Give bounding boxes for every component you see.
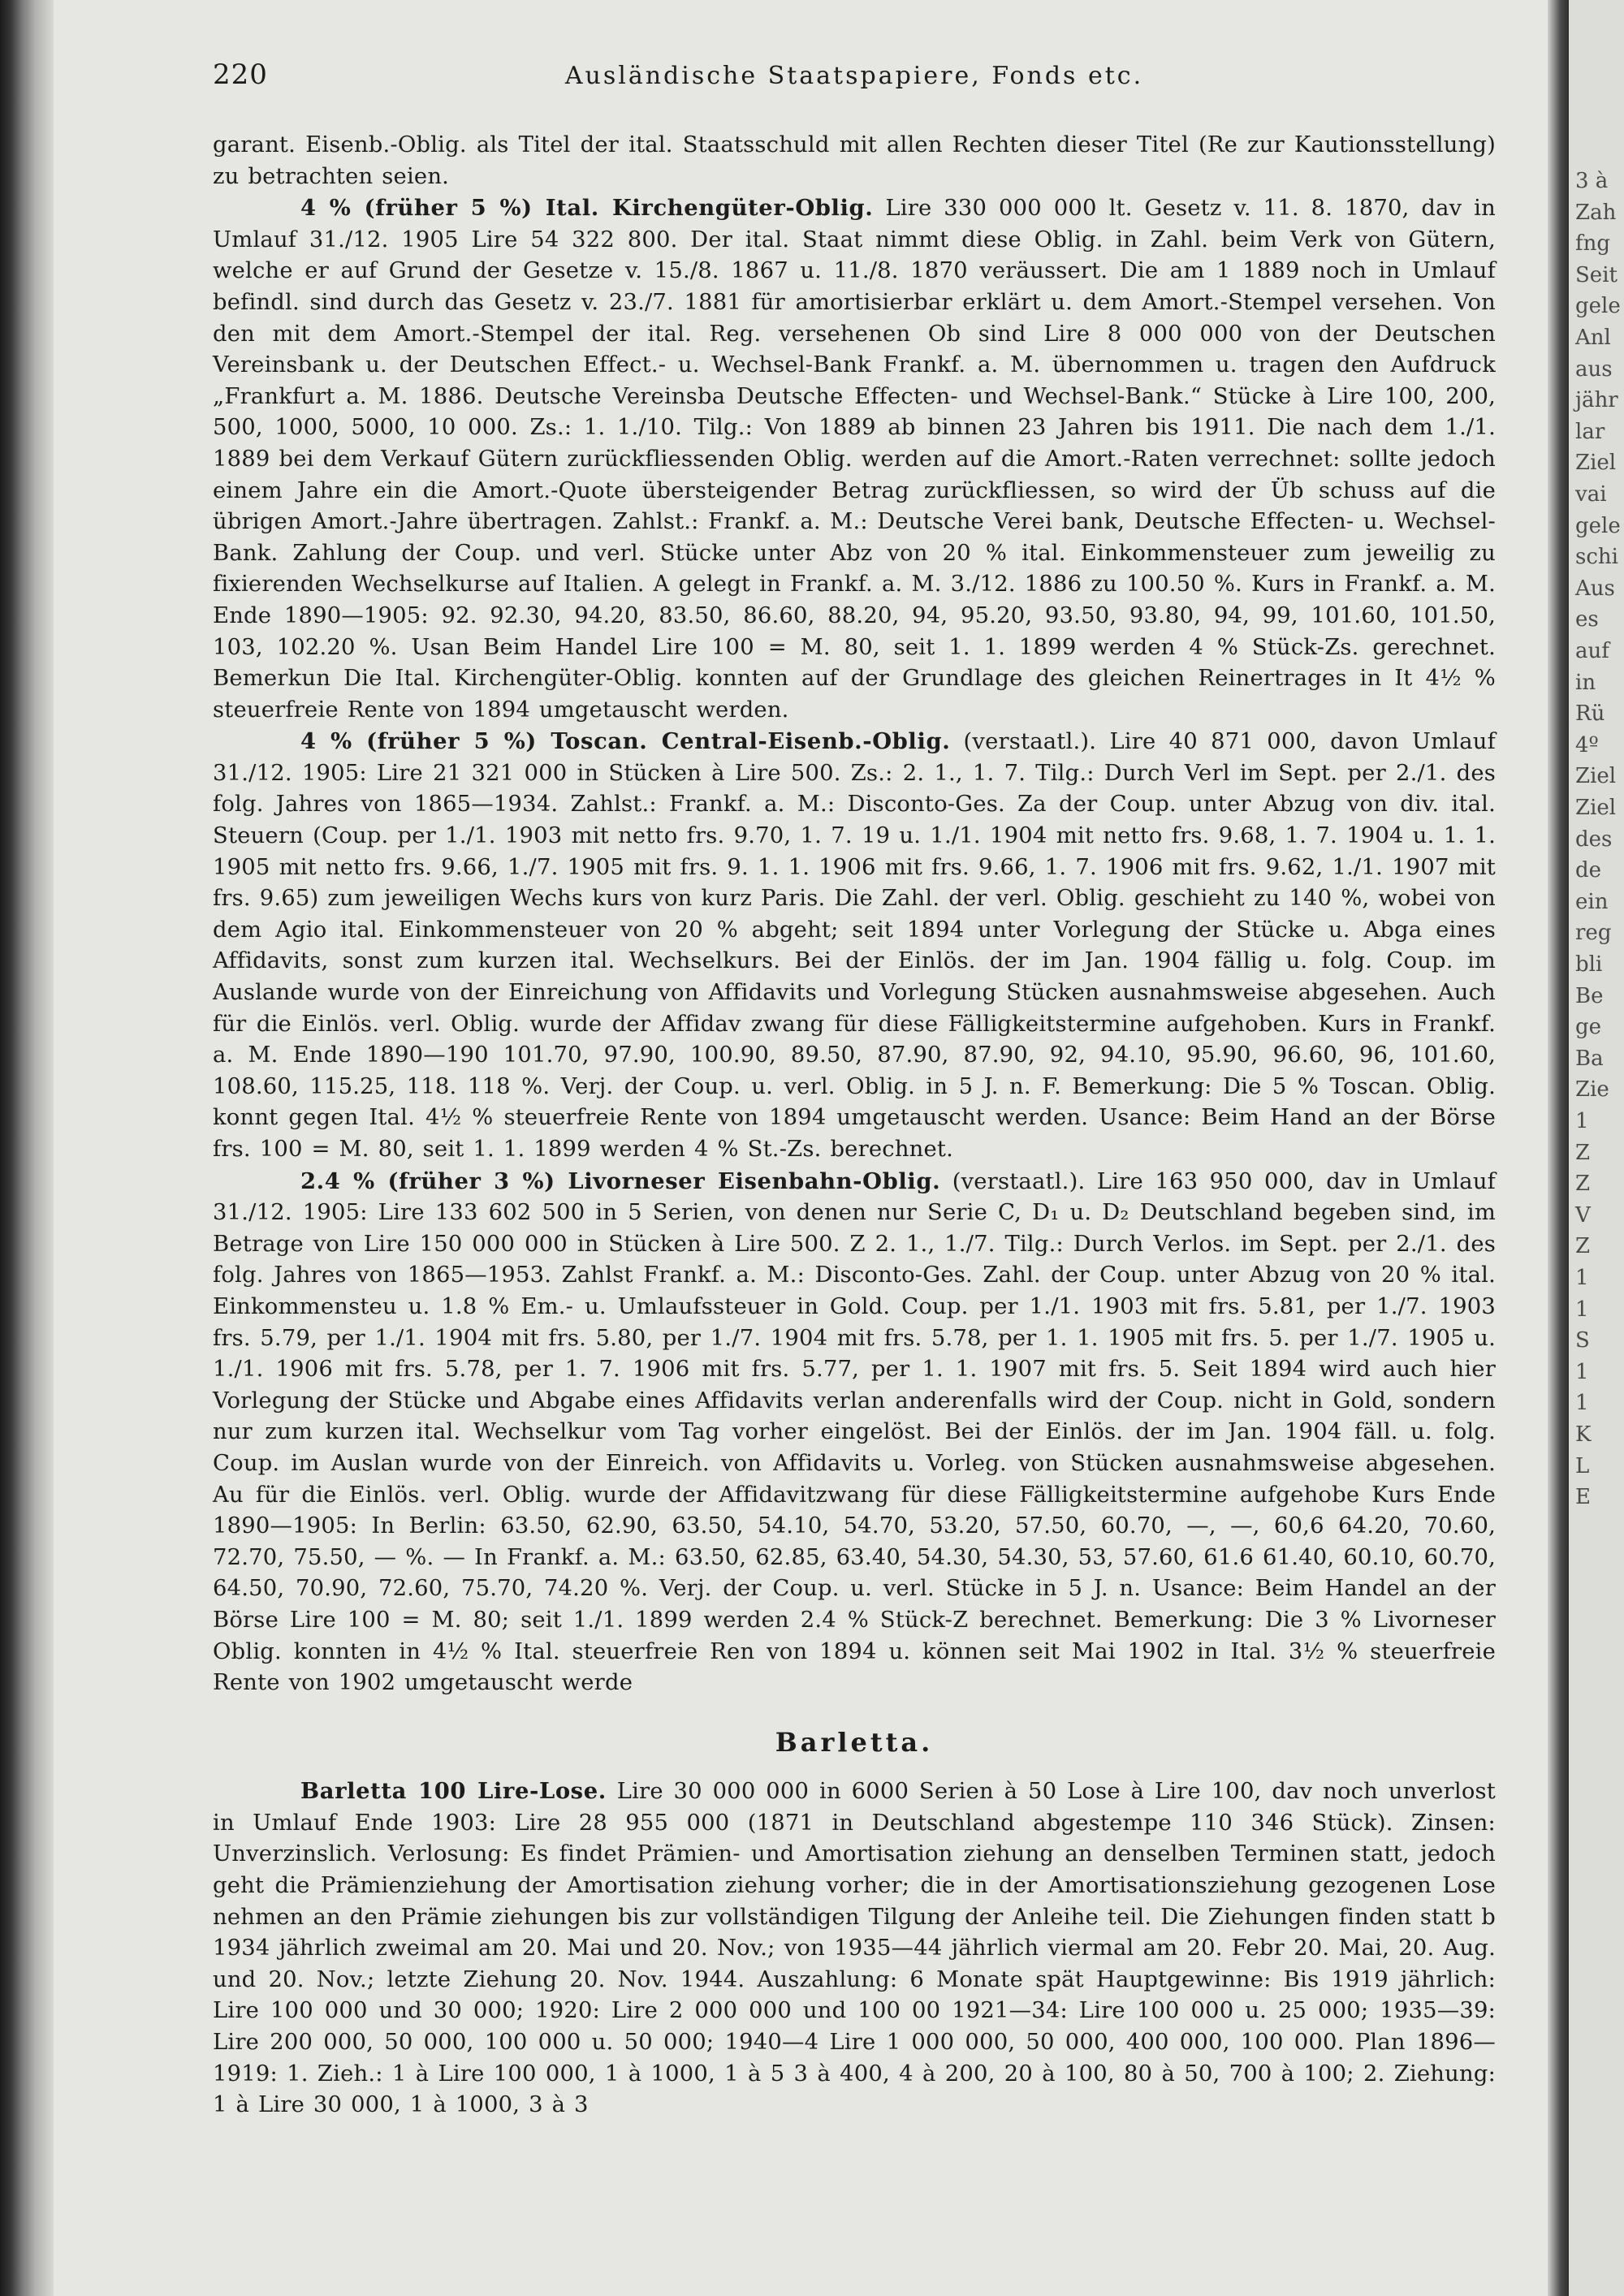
adjacent-page-fragment: reg [1575, 921, 1612, 946]
entry-body: Lire 30 000 000 in 6000 Serien à 50 Lose à Lire 100, dav noch unverlost in Umlauf Ende 1903: Lire 28 955 000 (1871 in Deutschland abgestempe 110 346 Stück). Zinsen: Unverzinslich. Verlosung: Es findet Prämien- und Amortisation ziehung an denselben Terminen statt, jedoch geht die Prämienziehung der Amortisation ziehung vorher; die in der Amortisationsziehung gezogenen Lose nehmen an den Prämie ziehungen bis zur vollständigen Tilgung der Anleihe teil. Die Ziehungen finden statt b 1934 jährlich zweimal am 20. Mai und 20. Nov.; von 1935—44 jährlich viermal am 20. Febr 20. Mai, 20. Aug. und 20. Nov.; letzte Ziehung 20. Nov. 1944. Auszahlung: 6 Monate spät Hauptgewinne: Bis 1919 jährlich: Lire 100 000 und 30 000; 1920: Lire 2 000 000 und 100 00 1921—34: Lire 100 000 u. 25 000; 1935—39: Lire 200 000, 50 000, 100 000 u. 50 000; 1940—4 Lire 1 000 000, 50 000, 400 000, 100 000. Plan 1896—1919: 1. Zieh.: 1 à Lire 100 000, 1 à 1000, 1 à 5 3 à 400, 4 à 200, 20 à 100, 80 à 50, 700 à 100; 2. Ziehung: 1 à Lire 30 000, 1 à 1000, 3 à 3 [213, 1779, 1496, 2118]
book-spine-edge [0, 0, 54, 2296]
adjacent-page-fragment: K [1575, 1422, 1592, 1447]
entry-title: 2.4 % (früher 3 %) Livorneser Eisenbahn-Oblig. [300, 1167, 941, 1194]
adjacent-page-fragment: Ba [1575, 1046, 1604, 1071]
adjacent-page-fragment: 4º [1575, 732, 1599, 757]
adjacent-page-fragment: fng [1575, 231, 1611, 257]
adjacent-page-fragment: Anl [1575, 326, 1611, 350]
adjacent-page-fragment: lar [1575, 419, 1605, 444]
adjacent-page-fragment: Zie [1575, 1077, 1609, 1103]
adjacent-page-fragment: Ziel [1575, 796, 1617, 820]
page-header [213, 58, 1496, 97]
adjacent-page-fragment: Z [1575, 1172, 1591, 1197]
adjacent-page-fragment: Rü [1575, 701, 1605, 727]
adjacent-page-fragment: ein [1575, 889, 1609, 914]
adjacent-page-fragment: 1 [1575, 1266, 1589, 1290]
entry-toscan-central [213, 726, 1496, 1165]
adjacent-page-fragment: 1 [1575, 1359, 1589, 1384]
adjacent-page-fragment: S [1575, 1328, 1590, 1353]
adjacent-page-fragment: Ziel [1575, 764, 1617, 789]
intro-paragraph: garant. Eisenb.-Oblig. als Titel der ital. Staatsschuld mit allen Rechten dieser Titel (Re zur Kautionsstellung) zu betrachten seien. [213, 132, 1496, 189]
adjacent-page-fragment: in [1575, 670, 1596, 695]
adjacent-page-fragment: Seit [1575, 262, 1618, 287]
adjacent-page-fragment: Z [1575, 1140, 1591, 1165]
adjacent-page-fragment: gele [1575, 294, 1621, 319]
running-title: Ausländische Staatspapiere, Fonds etc. [564, 62, 1144, 90]
adjacent-page-fragment: Be [1575, 983, 1604, 1008]
entry-barletta-lose [213, 1776, 1496, 2121]
adjacent-page-fragment: vai [1575, 482, 1607, 507]
adjacent-page-fragment: de [1575, 858, 1602, 883]
adjacent-page-fragment: L [1575, 1453, 1590, 1478]
adjacent-page-fragment: gele [1575, 513, 1621, 538]
entry-livorneser [213, 1166, 1496, 1699]
entry-body: (verstaatl.). Lire 163 950 000, dav in Umlauf 31./12. 1905: Lire 133 602 500 in 5 Serien, von denen nur Serie C, D₁ u. D₂ Deutschland begeben sind, im Betrage von Lire 150 000 000 in Stücken à Lire 500. Z 2. 1., 1./7. Tilg.: Durch Verlos. im Sept. per 2./1. des folg. Jahres von 1865—1953. Zahlst Frankf. a. M.: Disconto-Ges. Zahl. der Coup. unter Abzug von 20 % ital. Einkommensteu u. 1.8 % Em.- u. Umlaufssteuer in Gold. Coup. per 1./1. 1903 mit frs. 5.81, per 1./7. 1903 frs. 5.79, per 1./1. 1904 mit frs. 5.80, per 1./7. 1904 mit frs. 5.78, per 1. 1. 1905 mit frs. 5. per 1./7. 1905 u. 1./1. 1906 mit frs. 5.78, per 1. 7. 1906 mit frs. 5.77, per 1. 1. 1907 mit frs. 5. Seit 1894 wird auch hier Vorlegung der Stücke und Abgabe eines Affidavits verlan anderenfalls wird der Coup. nicht in Gold, sondern nur zum kurzen ital. Wechselkur vom Tag vorher eingelöst. Bei der Einlös. der im Jan. 1904 fäll. u. folg. Coup. im Auslan wurde von der Einreich. von Affidavits u. Vorleg. von Stücken ausnahmsweise abgesehen. Au für die Einlös. verl. Oblig. wurde der Affidavitzwang für diese Fälligkeitstermine aufgehobe Kurs Ende 1890—1905: In Berlin: 63.50, 62.90, 63.50, 54.10, 54.70, 53.20, 57.50, 60.70, —, —, 60,6 64.20, 70.60, 72.70, 75.50, — %. — In Frankf. a. M.: 63.50, 62.85, 63.40, 54.30, 54.30, 53, 57.60, 61.6 61.40, 60.10, 60.70, 64.50, 70.90, 72.60, 75.70, 74.20 %. Verj. der Coup. u. verl. Stücke in 5 J. n. Usance: Beim Handel an der Börse Lire 100 = M. 80; seit 1./1. 1899 werden 2.4 % Stück-Z berechnet. Bemerkung: Die 3 % Livorneser Oblig. konnten in 4½ % Ital. steuerfreie Ren von 1894 u. können seit Mai 1902 in Ital. 3½ % steuerfreie Rente von 1902 umgetauscht werde [213, 1168, 1496, 1696]
entry-body: (verstaatl.). Lire 40 871 000, davon Umlauf 31./12. 1905: Lire 21 321 000 in Stücken à Lire 500. Zs.: 2. 1., 1. 7. Tilg.: Durch Verl im Sept. per 2./1. des folg. Jahres von 1865—1934. Zahlst.: Frankf. a. M.: Disconto-Ges. Za der Coup. unter Abzug von div. ital. Steuern (Coup. per 1./1. 1903 mit netto frs. 9.70, 1. 7. 19 u. 1./1. 1904 mit netto frs. 9.68, 1. 7. 1904 u. 1. 1. 1905 mit netto frs. 9.66, 1./7. 1905 mit frs. 9. 1. 1. 1906 mit frs. 9.66, 1. 7. 1906 mit frs. 9.62, 1./1. 1907 mit frs. 9.65) zum jeweiligen Wechs kurs von kurz Paris. Die Zahl. der verl. Oblig. geschieht zu 140 %, wobei von dem Agio ital. Einkommensteuer von 20 % abgeht; seit 1894 unter Vorlegung der Stücke u. Abga eines Affidavits, sonst zum kurzen ital. Wechselkurs. Bei der Einlös. der im Jan. 1904 fällig u. folg. Coup. im Auslande wurde von der Einreichung von Affidavits und Vorlegung Stücken ausnahmsweise abgesehen. Auch für die Einlös. verl. Oblig. wurde der Affidav zwang für diese Fälligkeitstermine aufgehoben. Kurs in Frankf. a. M. Ende 1890—190 101.70, 97.90, 100.90, 89.50, 87.90, 87.90, 92, 94.10, 95.90, 96.60, 96, 101.60, 108.60, 115.25, 118. 118 %. Verj. der Coup. u. verl. Oblig. in 5 J. n. F. Bemerkung: Die 5 % Toscan. Oblig. konnt gegen Ital. 4½ % steuerfreie Rente von 1894 umgetauscht werden. Usance: Beim Hand an der Börse frs. 100 = M. 80, seit 1. 1. 1899 werden 4 % St.-Zs. berechnet. [213, 729, 1496, 1162]
adjacent-page-fragment: 1 [1575, 1109, 1589, 1133]
adjacent-page-fragment: 3 à [1575, 169, 1609, 193]
adjacent-page-fragment: V [1575, 1202, 1591, 1228]
adjacent-page-fragment: jähr [1575, 388, 1618, 413]
adjacent-page-fragment: Ziel [1575, 451, 1617, 476]
adjacent-page-fragment: Zah [1575, 200, 1617, 225]
page-number: 220 [213, 58, 268, 91]
adjacent-page-fragment: es [1575, 607, 1599, 632]
adjacent-page-fragment: Z [1575, 1234, 1591, 1259]
adjacent-page-fragment: Aus [1575, 576, 1615, 601]
adjacent-page-fragment: 1 [1575, 1297, 1589, 1322]
section-heading-barletta: Barletta. [775, 1726, 934, 1758]
adjacent-page-strip [1569, 0, 1624, 2296]
adjacent-page-fragment: 1 [1575, 1391, 1589, 1416]
entry-body: Lire 330 000 000 lt. Gesetz v. 11. 8. 1870, dav in Umlauf 31./12. 1905 Lire 54 322 800. Der ital. Staat nimmt diese Oblig. in Zahl. beim Verk von Gütern, welche er auf Grund der Gesetze v. 15./8. 1867 u. 11./8. 1870 veräussert. Die am 1 1889 noch in Umlauf befindl. sind durch das Gesetz v. 23./7. 1881 für amortisierbar erklärt u. dem Amort.-Stempel versehen. Von den mit dem Amort.-Stempel der ital. Reg. versehenen Ob sind Lire 8 000 000 von der Deutschen Vereinsbank u. der Deutschen Effect.- u. Wechsel-Bank Frankf. a. M. übernommen u. tragen den Aufdruck „Frankfurt a. M. 1886. Deutsche Vereinsba Deutsche Effecten- und Wechsel-Bank.“ Stücke à Lire 100, 200, 500, 1000, 5000, 10 000. Zs.: 1. 1./10. Tilg.: Von 1889 ab binnen 23 Jahren bis 1911. Die nach dem 1./1. 1889 bei dem Verkauf Gütern zurückfliessenden Oblig. werden auf die Amort.-Raten verrechnet: sollte jedoch einem Jahre ein die Amort.-Quote übersteigender Betrag zurückfliessen, so wird der Üb schuss auf die übrigen Amort.-Jahre übertragen. Zahlst.: Frankf. a. M.: Deutsche Verei bank, Deutsche Effecten- u. Wechsel-Bank. Zahlung der Coup. und verl. Stücke unter Abz von 20 % ital. Einkommensteuer zum jeweilig zu fixierenden Wechselkurse auf Italien. A gelegt in Frankf. a. M. 3./12. 1886 zu 100.50 %. Kurs in Frankf. a. M. Ende 1890—1905: 92. 92.30, 94.20, 83.50, 86.60, 88.20, 94, 95.20, 93.50, 93.80, 94, 99, 101.60, 101.50, 103, 102.20 %. Usan Beim Handel Lire 100 = M. 80, seit 1. 1. 1899 werden 4 % Stück-Zs. gerechnet. Bemerkun Die Ital. Kirchengüter-Oblig. konnten auf der Grundlage des gleichen Reinertrages in It 4½ % steuerfreie Rente von 1894 umgetauscht werden. [213, 196, 1496, 723]
adjacent-page-fragment: E [1575, 1485, 1591, 1510]
page-gutter [1548, 0, 1569, 2296]
entry-title: Barletta 100 Lire-Lose. [300, 1778, 607, 1805]
text-column [213, 130, 1496, 2121]
entry-title: 4 % (früher 5 %) Ital. Kirchengüter-Oblig. [300, 195, 874, 222]
adjacent-page-fragment: schi [1575, 545, 1618, 570]
adjacent-page-fragment: ge [1575, 1015, 1602, 1040]
adjacent-page-fragment: bli [1575, 952, 1603, 977]
adjacent-page-fragment: auf [1575, 639, 1609, 663]
entry-title: 4 % (früher 5 %) Toscan. Central-Eisenb.-Oblig. [300, 728, 951, 755]
book-page [213, 58, 1496, 2121]
entry-kirchengueter [213, 192, 1496, 726]
adjacent-page-fragment: aus [1575, 356, 1613, 382]
adjacent-page-fragment: des [1575, 826, 1613, 852]
